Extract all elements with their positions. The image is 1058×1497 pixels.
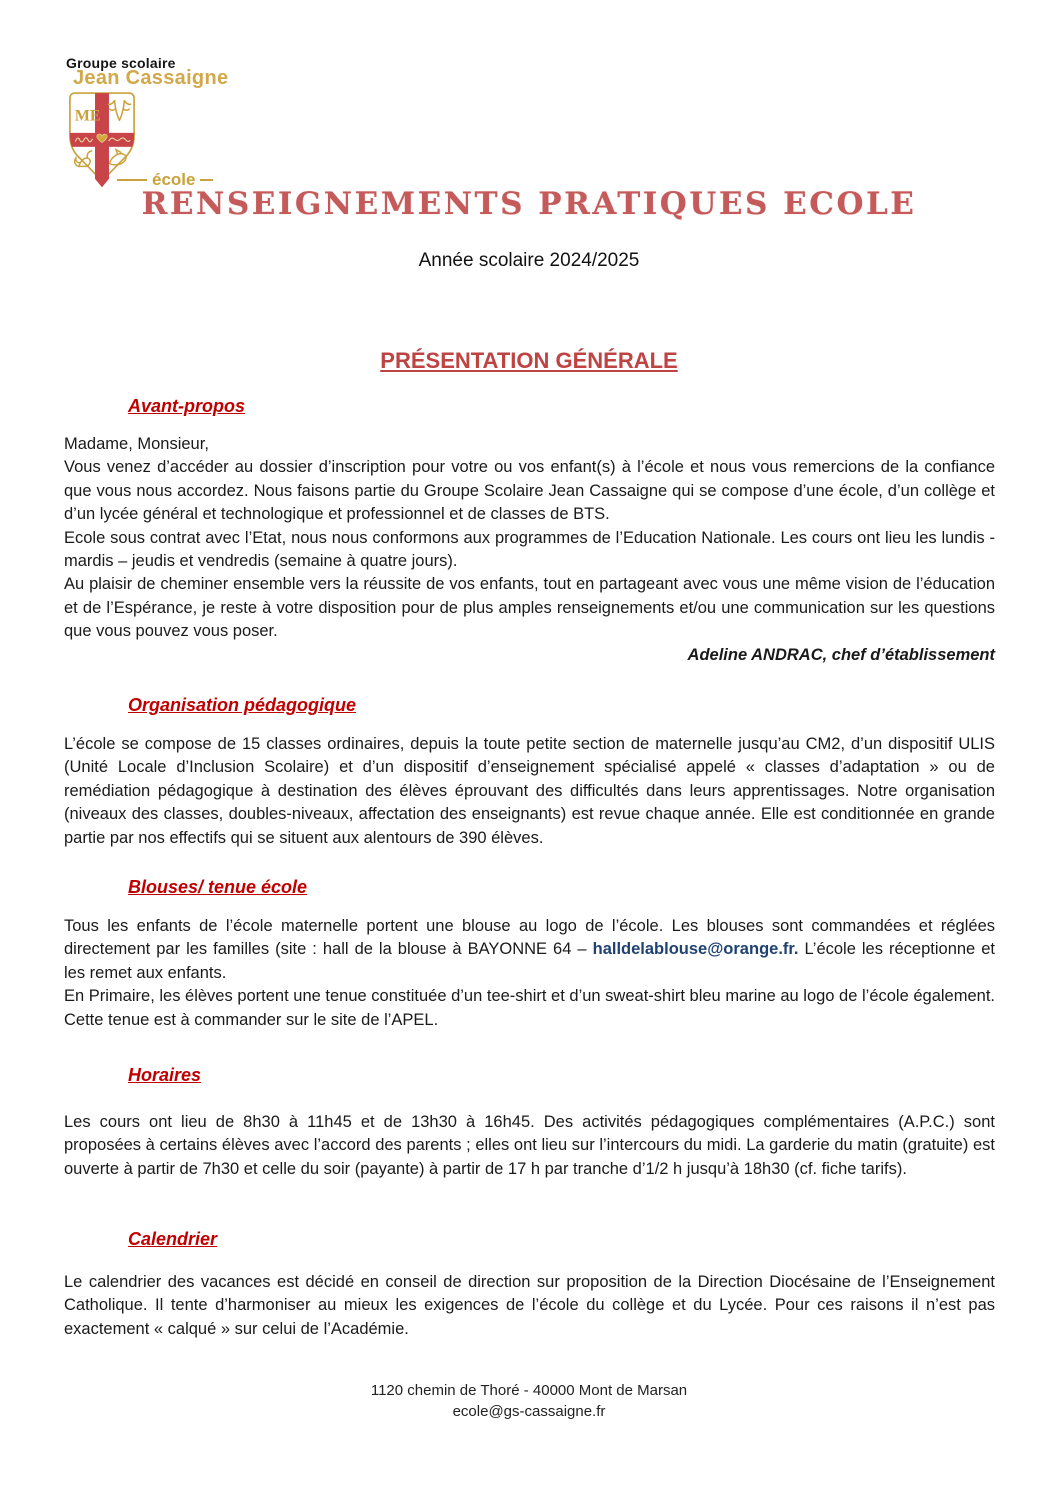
page-footer (0, 1380, 1058, 1422)
organisation-body (64, 733, 995, 850)
section-heading-blouses: Blouses/ tenue école (128, 877, 308, 897)
blouses-paragraph-1 (64, 915, 995, 985)
blouse-email-link[interactable]: halldelablouse@orange.fr. (592, 940, 799, 959)
blouses-text-before-email: Tous les enfants de l’école maternelle portent une blouse au logo de l’école. Les blouses sont commandées et réglées directement par les familles (site : hall de la blouse à BAYONNE 64 – (64, 917, 995, 959)
logo-school-name: Jean Cassaigne (73, 67, 229, 89)
avant-propos-body (64, 433, 995, 667)
section-heading-organisation: Organisation pédagogique (128, 695, 357, 715)
divider-line (200, 179, 213, 181)
intro-paragraph-2: Ecole sous contrat avec l’Etat, nous nous conformons aux programmes de l’Education Nationale. Les cours ont lieu les lundis -mardis – jeudis et vendredis (semaine à quatre jours). (64, 528, 995, 571)
section-heading-horaires: Horaires (128, 1065, 202, 1085)
divider-line (117, 179, 147, 181)
document-subtitle: Année scolaire 2024/2025 (418, 250, 640, 271)
logo-group-label: Groupe scolaire (66, 55, 176, 71)
section-heading-avant-propos: Avant-propos (128, 396, 245, 416)
crest-monogram: ME (74, 107, 101, 125)
footer-address: 1120 chemin de Thoré - 40000 Mont de Marsan (370, 1382, 688, 1399)
document-title: RENSEIGNEMENTS PRATIQUES ECOLE (141, 186, 917, 222)
footer-email: ecole@gs-cassaigne.fr (452, 1403, 606, 1420)
salutation-line: Madame, Monsieur, (64, 435, 209, 453)
intro-paragraph-3: Au plaisir de cheminer ensemble vers la réussite de vos enfants, tout en partageant avec vous une même vision de l’éducation et de l’Espérance, je reste à votre disposition pour de plus amples renseignements et/ou une communication sur les questions que vous pouvez vous poser. (64, 575, 995, 641)
intro-paragraph-1: Vous venez d’accéder au dossier d’inscription pour votre ou vos enfant(s) à l’école et nous vous remercions de la confiance que vous nous accordez. Nous faisons partie du Groupe Scolaire Jean Cassaigne qui se compose d’une école, d’un collège et d’un lycée général et technologique et professionnel et de classes de BTS. (64, 458, 995, 524)
horaires-body (64, 1111, 995, 1181)
signature-line: Adeline ANDRAC, chef d’établissement (687, 645, 995, 664)
organisation-paragraph: L’école se compose de 15 classes ordinaires, depuis la toute petite section de maternelle jusqu’au CM2, d’un dispositif ULIS (Unité Locale d’Inclusion Scolaire) et d’un dispositif d’enseignement spécialisé appelé « classes d’adaptation » ou de remédiation pédagogique à destination des élèves éprouvant des difficultés dans leurs apprentissages. Notre organisation (niveaux des classes, doubles-niveaux, affectation des enseignants) est revue chaque année. Elle est conditionnée en grande partie par nos effectifs qui se situent aux alentours de 390 élèves. (64, 735, 995, 847)
main-heading: PRÉSENTATION GÉNÉRALE (380, 348, 678, 373)
blouses-body (64, 915, 995, 1032)
calendrier-paragraph: Le calendrier des vacances est décidé en conseil de direction sur proposition de la Direction Diocésaine de l’Enseignement Catholique. Il tente d’harmoniser au mieux les exigences de l’école du collège et du Lycée. Pour ces raisons il n’est pas exactement « calqué » sur celui de l’Académie. (64, 1273, 995, 1338)
blouses-text-after-email: L’école les réceptionne et les remet aux enfants. (64, 940, 995, 982)
calendrier-body (64, 1271, 995, 1341)
horaires-paragraph: Les cours ont lieu de 8h30 à 11h45 et de 13h30 à 16h45. Des activités pédagogiques complémentaires (A.P.C.) sont proposées à certains élèves avec l’accord des parents ; elles ont lieu sur l’intercours du midi. La garderie du matin (gratuite) est ouverte à partir de 7h30 et celle du soir (payante) à partir de 17 h par tranche d’1/2 h jusqu’à 18h30 (cf. fiche tarifs). (64, 1113, 995, 1178)
blouses-paragraph-2: En Primaire, les élèves portent une tenue constituée d’un tee-shirt et d’un sweat-shirt bleu marine au logo de l’école également. Cette tenue est à commander sur le site de l’APEL. (64, 987, 995, 1029)
section-heading-calendrier: Calendrier (128, 1229, 218, 1249)
school-logo (66, 56, 228, 88)
logo-unit-label: école (152, 170, 196, 189)
